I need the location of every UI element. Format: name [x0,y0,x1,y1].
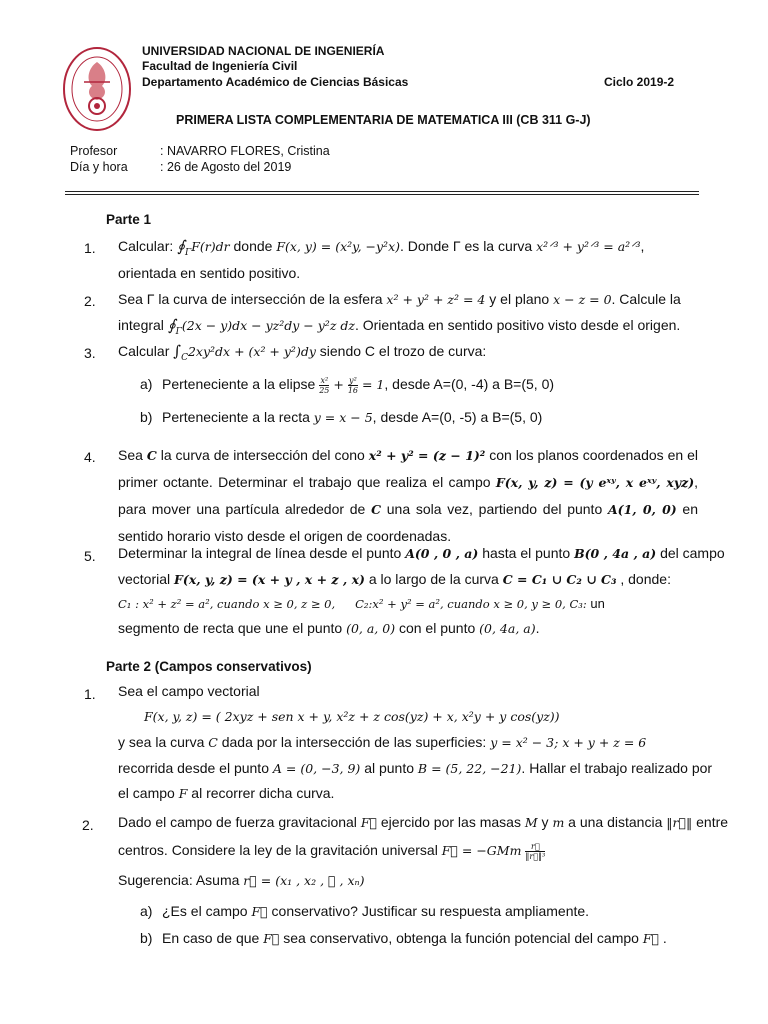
question-1-line3: y sea la curva C dada por la intersección de las superficies: y = x² − 3; x + y + z = 6 [118,734,647,750]
part2-title: Parte 2 (Campos conservativos) [106,659,312,674]
problem-2-number: 2. [84,293,96,309]
divider-top [65,191,699,192]
problem-2-line1: Sea Γ la curva de intersección de la esfera x² + y² + z² = 4 y el plano x − z = 0. Calcule la [118,291,681,307]
document-title: PRIMERA LISTA COMPLEMENTARIA DE MATEMATICA III (CB 311 G-J) [176,113,591,127]
question-2-hint: Sugerencia: Asuma r⃗ = (x₁ , x₂ , ⋯ , xₙ) [118,872,365,888]
question-1-line4: recorrida desde el punto A = (0, −3, 9) al punto B = (5, 22, −21). Hallar el trabajo realizado por [118,760,713,776]
problem-3-line1: Calcular $\int_C2xy^2dx + (x^2 + y^2)dy$ siendo C el trozo de curva: [118,342,487,363]
professor-label: Profesor [70,144,118,158]
problem-2-line2: integral $∮_\Gamma(2x - y)dx - yz^2dy - y^2z$ dz. Orientada en sentido positivo visto desde el origen. [118,316,681,337]
problem-4-number: 4. [84,449,96,465]
university-name: UNIVERSIDAD NACIONAL DE INGENIERÍA [142,44,385,58]
professor-row [70,144,330,158]
fraction-r-over-norm: $\frac{r⃗}{\text{‖r⃗‖³}}$ [525,842,546,861]
problem-3-part-b: b) Perteneciente a la recta y = x − 5, desde A=(0, -5) a B=(5, 0) [140,409,543,425]
divider-bottom [65,194,699,195]
part1-title: Parte 1 [106,212,152,227]
question-2-line2: centros. Considere la ley de la gravitación universal F⃗ = −GMm $\frac{r⃗}{\text{‖r⃗‖³}}$ [118,842,546,861]
question-2-number: 2. [82,817,94,833]
faculty-name: Facultad de Ingeniería Civil [142,59,298,73]
fraction-x2-25: $\frac{\text{x²}}{25}$ [319,376,330,395]
fraction-y2-16: $\frac{\text{y²}}{16}$ [347,376,359,395]
problem-5-number: 5. [84,548,96,564]
problem-5-line3: C₁ : x² + z² = a², cuando x ≥ 0, z ≥ 0, C₂:x² + y² = a², cuando x ≥ 0, y ≥ 0, C₃: un [118,596,605,611]
question-2-part-b: b) En caso de que F⃗ sea conservativo, obtenga la función potencial del campo F⃗ . [140,930,667,946]
problem-1-line2: orientada en sentido positivo. [118,265,301,281]
department-name: Departamento Académico de Ciencias Básicas [142,75,409,89]
question-1-line5: el campo F al recorrer dicha curva. [118,785,335,801]
problem-1-number: 1. [84,240,96,256]
university-seal-logo [62,46,132,132]
problem-5-line2: vectorial F(x, y, z) = (x + y , x + z , x) a lo largo de la curva C = C₁ ∪ C₂ ∪ C₃ , donde: [118,571,671,587]
problem-3-part-a: a) Perteneciente a la elipse $\frac{\text{x²}}{25}$ + $\frac{\text{y²}}{16}$ = 1, desde A=(0, -4) a B=(5, 0) [140,376,555,395]
professor-value: : NAVARRO FLORES, Cristina [160,144,330,158]
cycle-label: Ciclo 2019-2 [604,75,675,89]
problem-5-line1: Determinar la integral de línea desde el punto A(0 , 0 , a) hasta el punto B(0 , 4a , a) del campo [118,545,725,561]
question-2-part-a: a) ¿Es el campo F⃗ conservativo? Justificar su respuesta ampliamente. [140,903,590,919]
problem-4-text: Sea C la curva de intersección del cono x² + y² = (z − 1)² con los planos coordenados en el primer octante. Determinar el trabajo que realiza el campo F(x, y, z) = (y eˣʸ, x eˣʸ, xyz), para mover una partícula alrededor de C una sola vez, partiendo del punto A(1, 0, 0) en sentido horario visto desde el origen de coordenadas. [118,447,699,544]
problem-1-line1: Calcular: $∮_\Gamma F(r)dr$ donde F(x, y) = (x²y, −y²x). Donde Γ es la curva x²ᐟ³ + y²ᐟ³ = a²ᐟ³, [118,237,645,258]
field-formula: F(x, y, z) = ( 2xyz + sen x + y, x²z + z cos(yz) + x, x²y + y cos(yz)) [144,709,560,724]
problem-3-number: 3. [84,345,96,361]
question-2-line1: Dado el campo de fuerza gravitacional F⃗ ejercido por las masas M y m a una distancia ‖r⃗‖ entre [118,814,729,830]
problem-5-line4: segmento de recta que une el punto (0, a, 0) con el punto (0, 4a, a). [118,620,540,636]
question-1-number: 1. [84,686,96,702]
date-value: : 26 de Agosto del 2019 [160,160,292,174]
date-label: Día y hora [70,160,128,174]
date-row [70,160,292,174]
question-1-intro: Sea el campo vectorial [118,683,260,699]
